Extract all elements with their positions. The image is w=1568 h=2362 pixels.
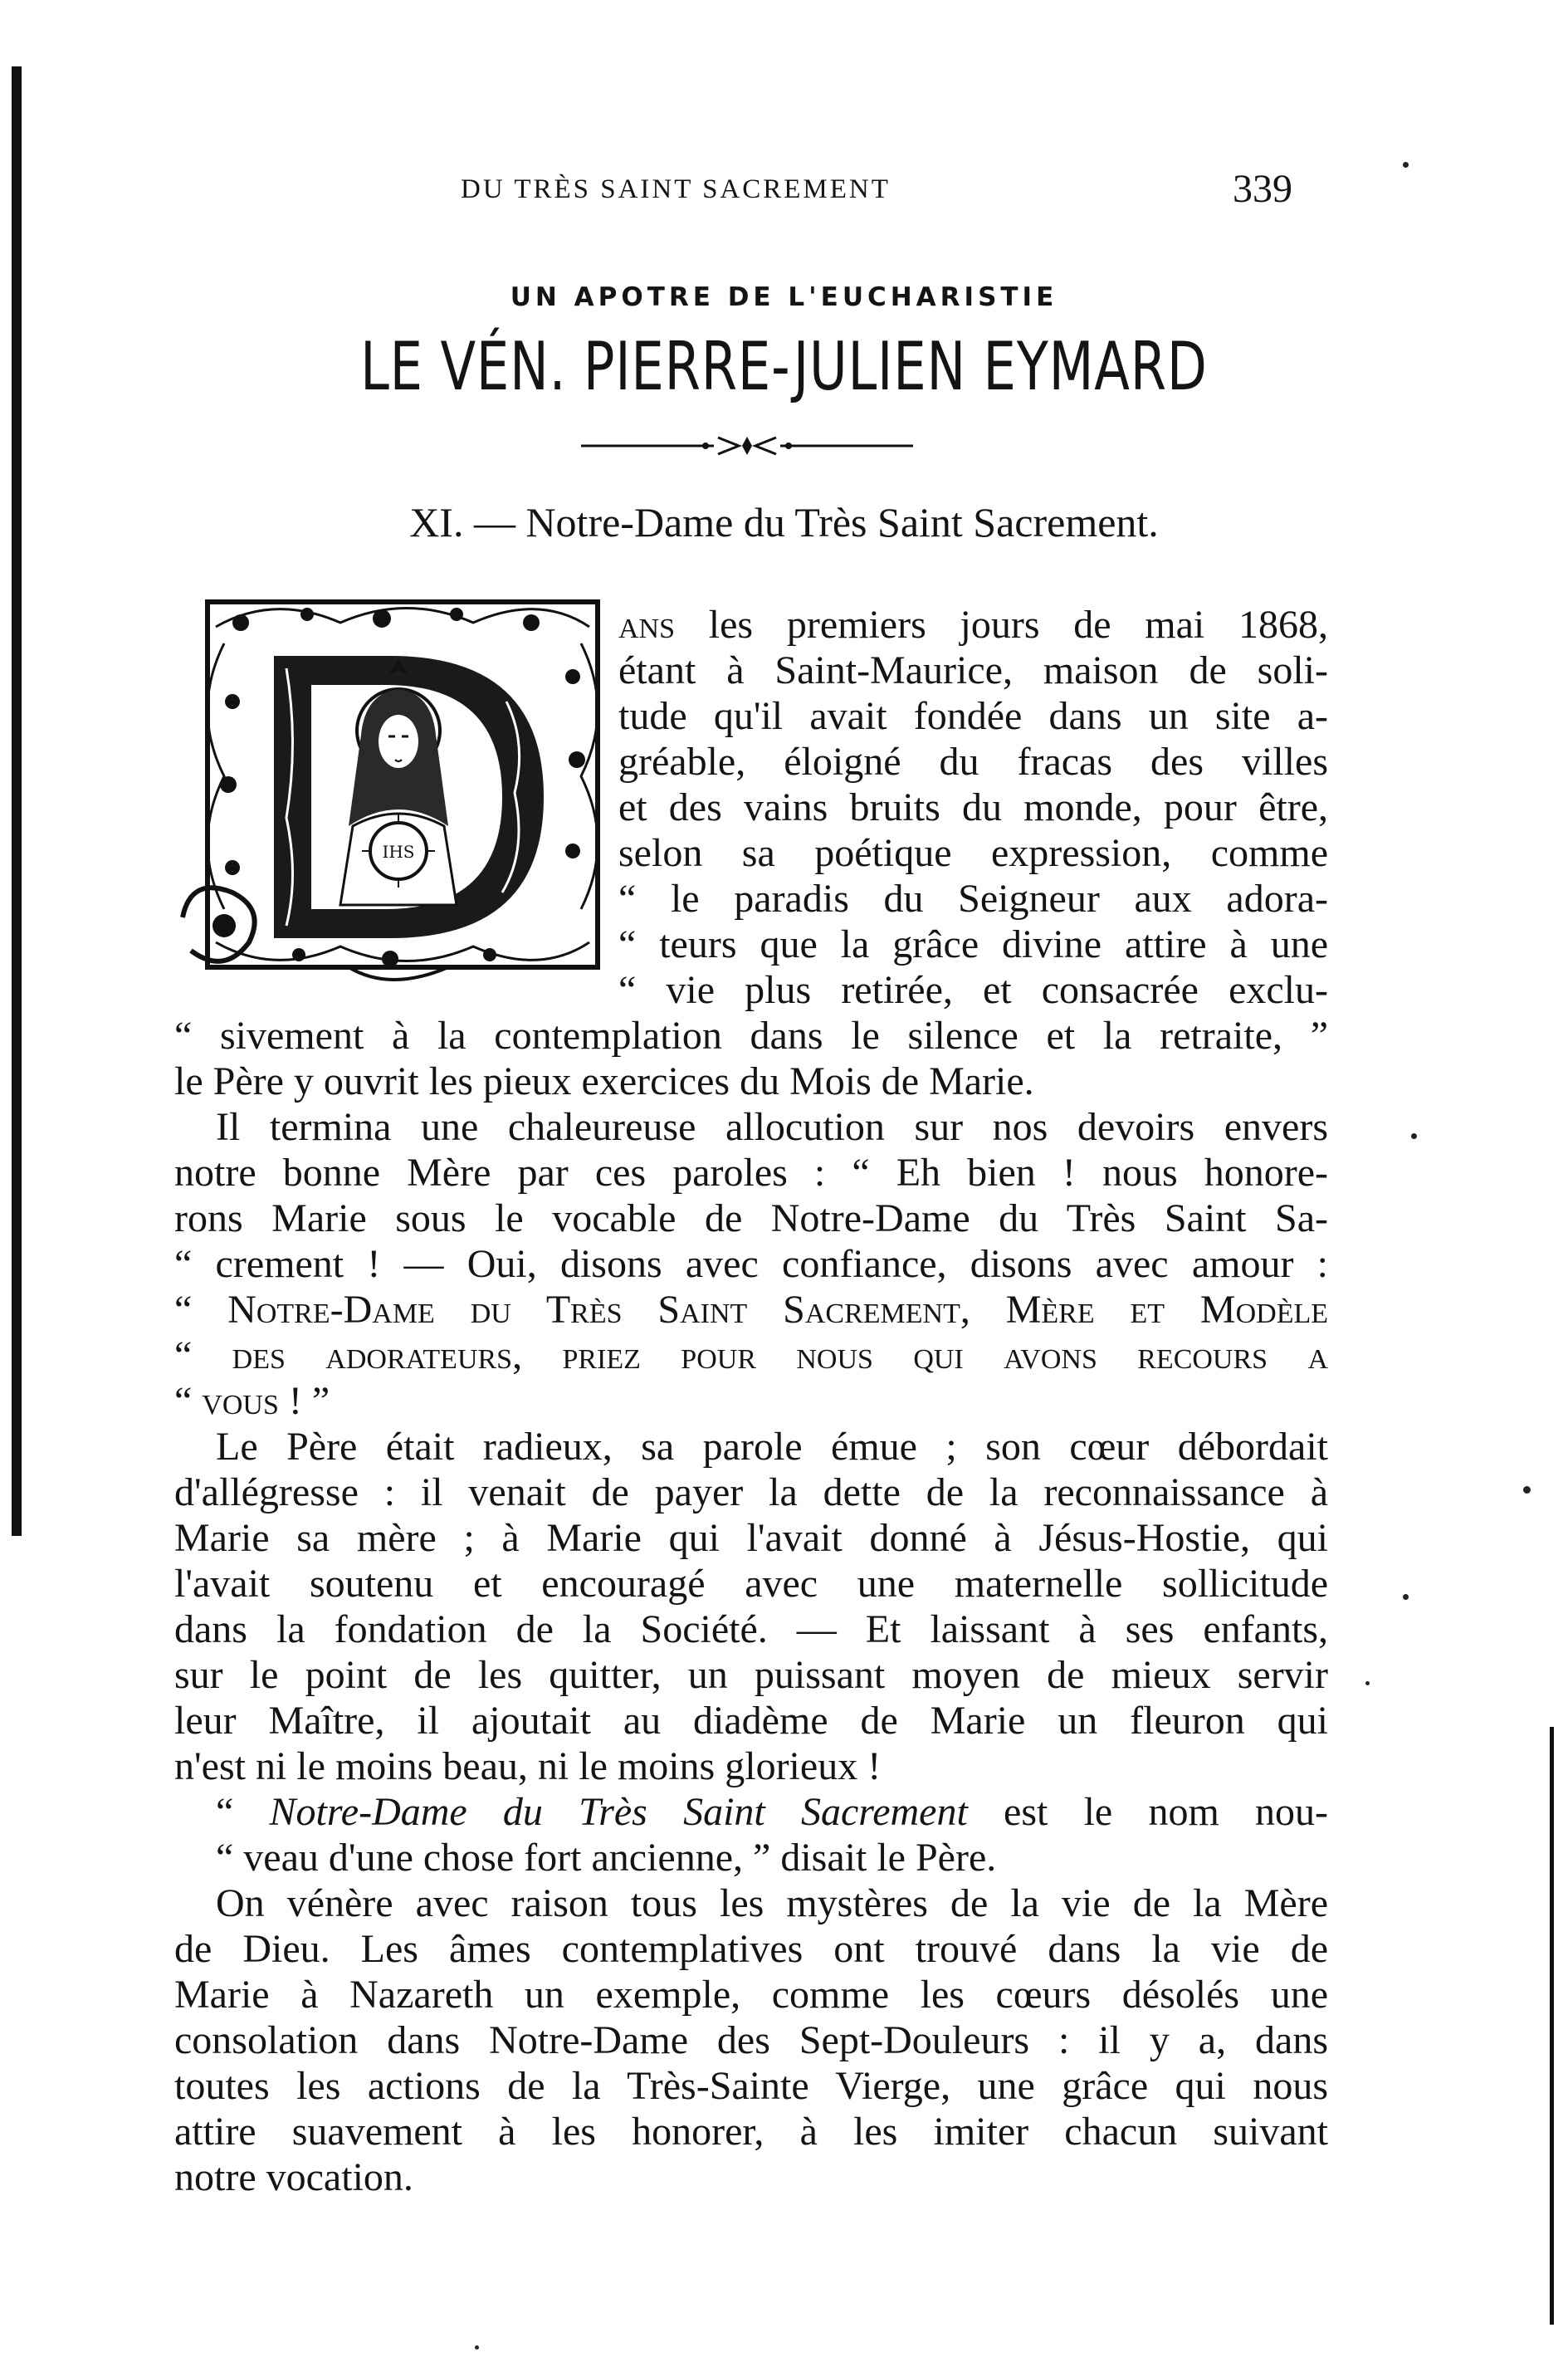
italic-rest: est le nom nou- bbox=[967, 1790, 1328, 1834]
body-line: leur Maître, il ajoutait au diadème de Marie un fleuron qui bbox=[174, 1699, 1328, 1743]
body-line: notre vocation. bbox=[174, 2155, 413, 2199]
page-number: 339 bbox=[1233, 167, 1292, 211]
body-line: “ Notre-Dame du Très Saint Sacrement, Mère et Modèle bbox=[174, 1288, 1328, 1332]
section-title: XI. — Notre-Dame du Très Saint Sacrement. bbox=[409, 499, 1159, 545]
body-line: “ le paradis du Seigneur aux adora- bbox=[618, 877, 1328, 921]
body-line: Marie sa mère ; à Marie qui l'avait donné à Jésus-Hostie, qui bbox=[174, 1516, 1328, 1560]
body-line: toutes les actions de la Très-Sainte Vierge, une grâce qui nous bbox=[174, 2064, 1328, 2108]
body-line: On vénère avec raison tous les mystères de la vie de la Mère bbox=[216, 1881, 1328, 1925]
main-title: LE VÉN. PIERRE-JULIEN EYMARD bbox=[360, 328, 1208, 405]
scan-speck bbox=[1523, 1486, 1531, 1494]
body-line: Le Père était radieux, sa parole émue ; son cœur débordait bbox=[216, 1425, 1328, 1469]
drop-cap-illuminated-icon bbox=[174, 577, 618, 1013]
italic-phrase: Notre-Dame du Très Saint Sacrement bbox=[269, 1790, 968, 1834]
body-line: Il termina une chaleureuse allocution sur nos devoirs envers bbox=[216, 1105, 1328, 1149]
running-head: DU TRÈS SAINT SACREMENT bbox=[461, 174, 891, 204]
body-line: de Dieu. Les âmes contemplatives ont trouvé dans la vie de bbox=[174, 1927, 1328, 1971]
drop-cap-ihs-text: IHS bbox=[382, 842, 415, 862]
body-line: n'est ni le moins beau, ni le moins glorieux ! bbox=[174, 1744, 882, 1788]
body-line: sur le point de les quitter, un puissant moyen de mieux servir bbox=[174, 1653, 1328, 1697]
body-line: “ veau d'une chose fort ancienne, ” disait le Père. bbox=[216, 1836, 997, 1880]
body-line: attire suavement à les honorer, à les imiter chacun suivant bbox=[174, 2110, 1328, 2154]
body-line: d'allégresse : il venait de payer la dette de la reconnaissance à bbox=[174, 1470, 1328, 1514]
body-line: selon sa poétique expression, comme bbox=[618, 831, 1328, 875]
scan-speck bbox=[1403, 1594, 1409, 1600]
scan-speck bbox=[1411, 1133, 1417, 1139]
body-line: consolation dans Notre-Dame des Sept-Douleurs : il y a, dans bbox=[174, 2018, 1328, 2062]
series-title: UN APOTRE DE L'EUCHARISTIE bbox=[510, 282, 1058, 312]
scan-speck bbox=[1403, 162, 1409, 168]
body-line: notre bonne Mère par ces paroles : “ Eh bien ! nous honore- bbox=[174, 1151, 1328, 1195]
body-line: “ vie plus retirée, et consacrée exclu- bbox=[618, 968, 1328, 1012]
body-line: rons Marie sous le vocable de Notre-Dame du Très Saint Sa- bbox=[174, 1196, 1328, 1240]
body-line: l'avait soutenu et encouragé avec une maternelle sollicitude bbox=[174, 1562, 1328, 1606]
body-line: gréable, éloigné du fracas des villes bbox=[618, 740, 1328, 784]
body-line: “ crement ! — Oui, disons avec confiance, disons avec amour : bbox=[174, 1242, 1328, 1286]
scan-speck bbox=[1365, 1681, 1370, 1685]
body-line: tude qu'il avait fondée dans un site a- bbox=[618, 694, 1328, 738]
body-line: le Père y ouvrit les pieux exercices du Mois de Marie. bbox=[174, 1059, 1034, 1103]
body-line: dans la fondation de la Société. — Et laissant à ses enfants, bbox=[174, 1607, 1328, 1651]
body-line: “ des adorateurs, priez pour nous qui avons recours a bbox=[174, 1333, 1328, 1377]
scan-edge-right bbox=[1550, 1727, 1554, 2325]
body-line: “ vous ! ” bbox=[174, 1379, 330, 1423]
body-line: Marie à Nazareth un exemple, comme les cœurs désolés une bbox=[174, 1973, 1328, 2017]
body-line: “ teurs que la grâce divine attire à une bbox=[618, 922, 1328, 966]
body-line-italic: “ Notre-Dame du Très Saint Sacrement est le nom nou- bbox=[216, 1790, 1328, 1834]
scan-speck bbox=[475, 2345, 479, 2350]
ornament-divider-icon bbox=[581, 433, 913, 458]
body-line: et des vains bruits du monde, pour être, bbox=[618, 785, 1328, 829]
body-line: étant à Saint-Maurice, maison de soli- bbox=[618, 648, 1328, 692]
body-line: ans les premiers jours de mai 1868, bbox=[618, 603, 1328, 647]
body-line: “ sivement à la contemplation dans le silence et la retraite, ” bbox=[174, 1014, 1328, 1058]
